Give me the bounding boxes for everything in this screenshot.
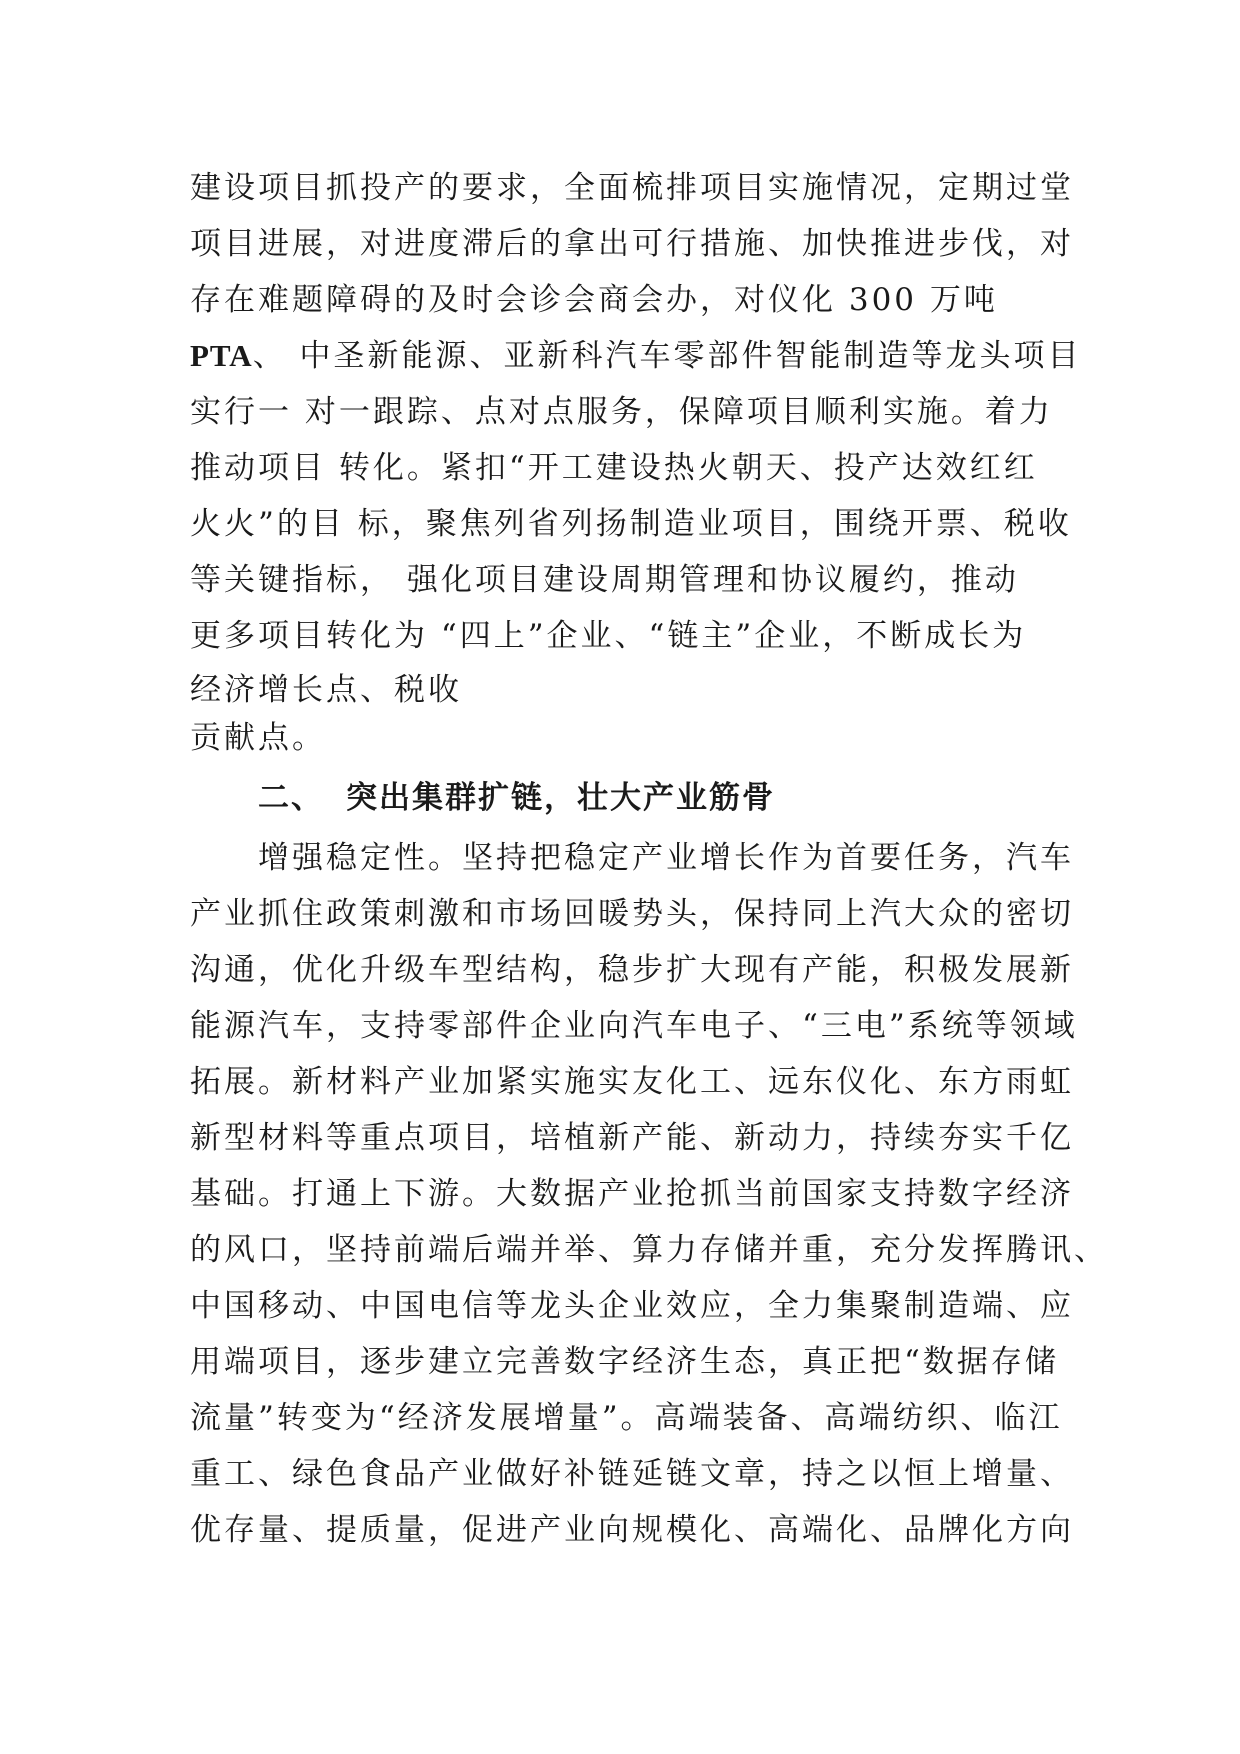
paragraph-line: 中国移动、中国电信等龙头企业效应，全力集聚制造端、应: [190, 1288, 1074, 1324]
paragraph-line: 火火”的目 标，聚焦列省列扬制造业项目，围绕开票、税收: [190, 506, 1072, 542]
paragraph-line: 新型材料等重点项目，培植新产能、新动力，持续夯实千亿: [190, 1120, 1074, 1156]
paragraph-line: 推动项目 转化。紧扣“开工建设热火朝天、投产达效红红: [190, 450, 1038, 486]
paragraph-line: 产业抓住政策刺激和市场回暖势头，保持同上汽大众的密切: [190, 896, 1074, 932]
pta-text: PTA: [190, 338, 253, 373]
paragraph-line: 贡献点。: [190, 720, 326, 756]
paragraph-line: 用端项目，逐步建立完善数字经济生态，真正把“数据存储: [190, 1344, 1059, 1380]
paragraph-line: 能源汽车，支持零部件企业向汽车电子、“三电”系统等领域: [190, 1008, 1078, 1044]
section-number: 二、: [258, 780, 324, 816]
paragraph-line: 建设项目抓投产的要求，全面梳排项目实施情况，定期过堂: [190, 170, 1074, 206]
paragraph-line: 等关键指标， 强化项目建设周期管理和协议履约，推动: [190, 562, 1019, 598]
paragraph-line: 实行一 对一跟踪、点对点服务，保障项目顺利实施。着力: [190, 394, 1053, 430]
paragraph-line: 重工、绿色食品产业做好补链延链文章，持之以恒上增量、: [190, 1456, 1074, 1492]
paragraph-line: 基础。打通上下游。大数据产业抢抓当前国家支持数字经济: [190, 1176, 1074, 1212]
paragraph-line: 增强稳定性。坚持把稳定产业增长作为首要任务，汽车: [258, 840, 1074, 876]
section-heading: [258, 778, 775, 818]
paragraph-line: 拓展。新材料产业加紧实施实友化工、远东仪化、东方雨虹: [190, 1064, 1074, 1100]
paragraph-line: 沟通，优化升级车型结构，稳步扩大现有产能，积极发展新: [190, 952, 1074, 988]
paragraph-line: 项目进展，对进度滞后的拿出可行措施、加快推进步伐，对: [190, 226, 1074, 262]
paragraph-line: 的风口，坚持前端后端并举、算力存储并重，充分发挥腾讯、: [190, 1232, 1108, 1268]
paragraph-line: 流量”转变为“经济发展增量”。高端装备、高端纺织、临江: [190, 1400, 1063, 1436]
paragraph-line: 存在难题障碍的及时会诊会商会办，对仪化 300 万吨: [190, 282, 998, 318]
paragraph-line: 优存量、提质量，促进产业向规模化、高端化、品牌化方向: [190, 1512, 1074, 1548]
section-title: 突出集群扩链，壮大产业筋骨: [346, 780, 775, 816]
paragraph-line: 经济增长点、税收: [190, 672, 462, 708]
paragraph-line-text: 、 中圣新能源、亚新科汽车零部件智能制造等龙头项目: [252, 338, 1082, 374]
paragraph-line: [190, 336, 1082, 376]
paragraph-line: 更多项目转化为 “四上”企业、“链主”企业，不断成长为: [190, 618, 1027, 654]
